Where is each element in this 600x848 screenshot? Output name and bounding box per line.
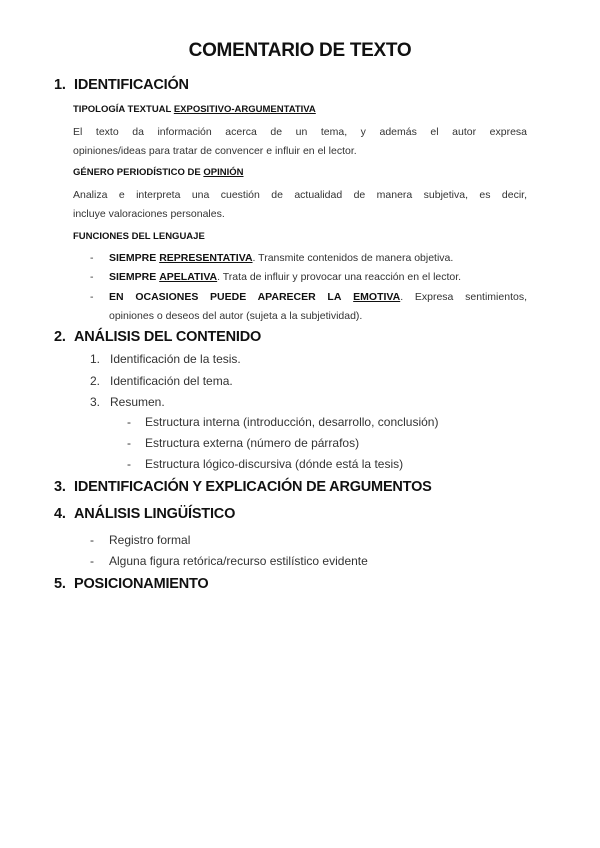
item-text: Estructura lógico-discursiva (dónde está la tesis): [145, 457, 404, 471]
subheading-genero: [73, 167, 244, 178]
subheading-label: TIPOLOGÍA TEXTUAL: [73, 104, 172, 115]
item-text: Estructura externa (número de párrafos): [145, 436, 360, 450]
section-number: 3.: [54, 479, 66, 495]
section-number: 5.: [54, 576, 66, 592]
numbered-item: [90, 374, 233, 388]
funcion-prefix: EN OCASIONES PUEDE APARECER LA: [109, 291, 342, 303]
subheading-label: GÉNERO PERIODÍSTICO DE: [73, 167, 201, 178]
section-heading-posicionamiento: [54, 576, 209, 592]
list-item-line: [109, 288, 527, 307]
item-text: Estructura interna (introducción, desarrollo, conclusión): [145, 415, 439, 429]
paragraph-line: opiniones/ideas para tratar de convencer e influir en el lector.: [73, 145, 357, 157]
section-number: 1.: [54, 77, 66, 93]
paragraph-tipologia: [73, 123, 527, 161]
item-number: 3.: [90, 395, 101, 409]
nested-list-item: [127, 415, 438, 429]
list-item-text: [109, 268, 527, 287]
subheading-funciones: [73, 231, 205, 242]
funcion-name: REPRESENTATIVA: [159, 252, 253, 264]
paragraph-line: El texto da información acerca de un tema, y además el autor expresa: [73, 126, 527, 138]
item-number: 2.: [90, 374, 101, 388]
nested-list-item: [127, 436, 359, 450]
item-text: Identificación de la tesis.: [110, 352, 241, 366]
subheading-label: FUNCIONES DEL LENGUAJE: [73, 231, 205, 242]
nested-list-item: [127, 457, 403, 471]
list-item: [90, 554, 368, 568]
list-item-funcion-emotiva: [90, 288, 527, 326]
section-heading-analisis-linguistico: [54, 506, 235, 522]
item-text: Identificación del tema.: [110, 374, 233, 388]
numbered-item: [90, 395, 165, 409]
item-number: 1.: [90, 352, 101, 366]
paragraph-line: incluye valoraciones personales.: [73, 208, 225, 220]
funcion-name: EMOTIVA: [353, 291, 401, 303]
subheading-value: OPINIÓN: [203, 167, 244, 178]
list-item-funcion-apelativa: [90, 268, 527, 287]
funcion-prefix: SIEMPRE: [109, 271, 157, 283]
dash-marker: -: [90, 533, 94, 547]
section-title: IDENTIFICACIÓN Y EXPLICACIÓN DE ARGUMENTOS: [74, 479, 432, 495]
section-title: IDENTIFICACIÓN: [74, 77, 189, 93]
funcion-description: . Expresa sentimientos,: [400, 291, 527, 303]
paragraph-line: Analiza e interpreta una cuestión de actualidad de manera subjetiva, es decir,: [73, 189, 527, 201]
funcion-description: . Transmite contenidos de manera objetiva.: [252, 252, 454, 264]
section-number: 2.: [54, 329, 66, 345]
list-item-text: [109, 288, 527, 326]
section-heading-argumentos: [54, 479, 432, 495]
section-title: ANÁLISIS DEL CONTENIDO: [74, 329, 262, 345]
funcion-prefix: SIEMPRE: [109, 252, 157, 264]
list-item-funcion-representativa: [90, 249, 527, 268]
section-heading-identificacion: [54, 77, 189, 93]
funcion-description: . Trata de influir y provocar una reacción en el lector.: [217, 271, 462, 283]
dash-marker: -: [90, 291, 94, 303]
dash-marker: -: [127, 436, 131, 450]
numbered-item: [90, 352, 241, 366]
section-heading-analisis-contenido: [54, 329, 261, 345]
section-title: ANÁLISIS LINGÜÍSTICO: [74, 506, 236, 522]
item-text: Registro formal: [109, 533, 191, 547]
subheading-tipologia: [73, 104, 316, 115]
dash-marker: -: [90, 271, 94, 283]
list-item-text: [109, 249, 527, 268]
document-title: COMENTARIO DE TEXTO: [188, 40, 412, 61]
item-text: Resumen.: [110, 395, 165, 409]
dash-marker: -: [127, 457, 131, 471]
section-number: 4.: [54, 506, 66, 522]
section-title: POSICIONAMIENTO: [74, 576, 209, 592]
dash-marker: -: [90, 252, 94, 264]
paragraph-genero: [73, 186, 527, 224]
dash-marker: -: [127, 415, 131, 429]
list-item: [90, 533, 190, 547]
item-text: Alguna figura retórica/recurso estilístico evidente: [109, 554, 368, 568]
dash-marker: -: [90, 554, 94, 568]
funcion-name: APELATIVA: [159, 271, 218, 283]
list-item-line: opiniones o deseos del autor (sujeta a la subjetividad).: [109, 310, 363, 322]
subheading-value: EXPOSITIVO-ARGUMENTATIVA: [173, 104, 316, 115]
